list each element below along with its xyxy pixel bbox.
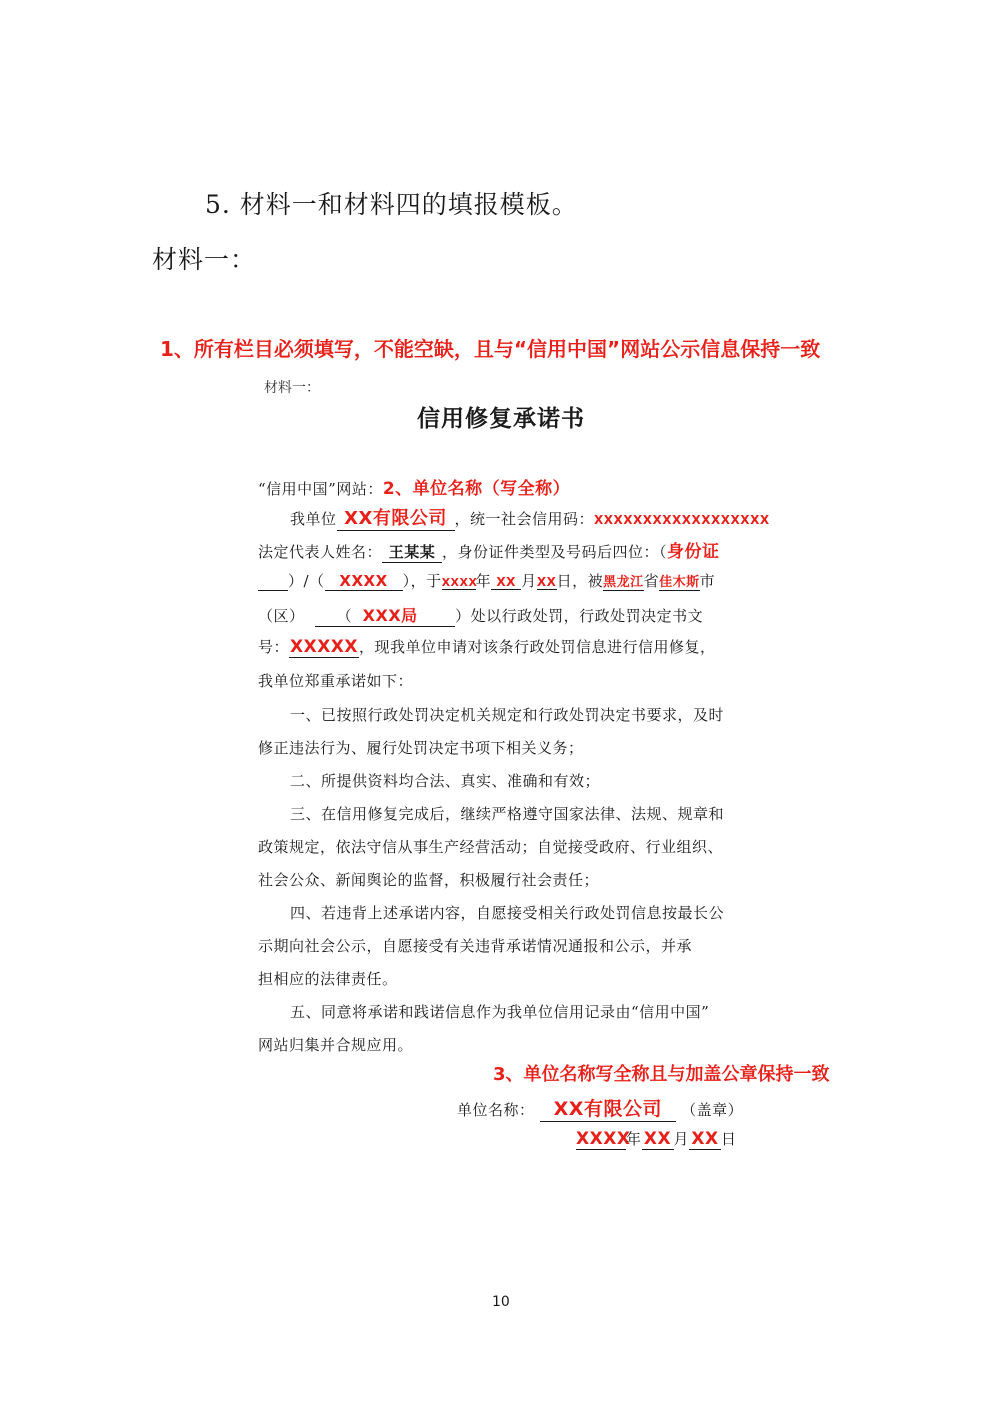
text: ，现我单位申请对该条行政处罚信息进行信用修复， xyxy=(359,638,716,656)
text: 我单位 xyxy=(290,510,337,528)
line-1 xyxy=(290,504,770,531)
para-2: 二、所提供资料均合法、真实、准确和有效； xyxy=(290,772,601,790)
text: 法定代表人姓名： xyxy=(258,543,383,561)
sign-day: XX xyxy=(689,1129,721,1150)
page-number: 10 xyxy=(492,1294,510,1310)
sign-month: XX xyxy=(642,1129,674,1150)
text: 年 xyxy=(626,1130,642,1148)
text: ），于 xyxy=(402,572,442,590)
para-4b: 示期向社会公示，自愿接受有关违背承诺情况通报和公示，并承 xyxy=(258,937,693,955)
id-last4-field: XXXX xyxy=(325,572,403,591)
unit-name-field: XX有限公司 xyxy=(337,504,455,531)
note-2: 2、单位名称（写全称） xyxy=(382,479,571,499)
penalty-month: XX xyxy=(491,575,521,590)
material-small-label: 材料一： xyxy=(264,380,320,396)
credit-code-field: XXXXXXXXXXXXXXXXXX xyxy=(594,513,770,527)
doc-number-field: XXXXX xyxy=(289,637,359,657)
penalty-day: XX xyxy=(536,575,557,589)
text: 日，被 xyxy=(556,572,604,590)
para-4a: 四、若违背上述承诺内容，自愿接受相关行政处罚信息按最长公 xyxy=(290,904,725,922)
para-1b: 修正违法行为、履行处罚决定书项下相关义务； xyxy=(258,739,584,757)
para-5a: 五、同意将承诺和践诺信息作为我单位信用记录由“信用中国” xyxy=(290,1003,710,1021)
city-field: 佳木斯 xyxy=(659,571,700,591)
province-field: 黑龙江 xyxy=(603,571,644,591)
document-title: 信用修复承诺书 xyxy=(417,405,585,432)
text: 省 xyxy=(643,572,660,590)
line-4 xyxy=(258,603,703,627)
id-type-field: 身份证 xyxy=(667,542,720,562)
text: 月 xyxy=(521,572,537,590)
text: （区） xyxy=(258,607,305,625)
date-line xyxy=(576,1128,737,1150)
text: 日 xyxy=(721,1130,737,1148)
material-label: 材料一： xyxy=(152,245,257,274)
text: ，统一社会信用码： xyxy=(454,510,595,528)
line-3 xyxy=(258,570,715,591)
para-4c: 担相应的法律责任。 xyxy=(258,970,398,988)
addressee-line xyxy=(258,474,570,499)
text: 市 xyxy=(699,572,716,590)
signature-unit-name: XX有限公司 xyxy=(540,1094,676,1122)
text: ）/（ xyxy=(288,572,325,590)
text: （ xyxy=(336,607,353,625)
addressee: “信用中国”网站： xyxy=(258,480,383,498)
bureau-field: XXX局 xyxy=(362,606,418,625)
signature-line xyxy=(457,1094,743,1122)
note-1: 1、所有栏目必须填写，不能空缺，且与“信用中国”网站公示信息保持一致 xyxy=(160,337,821,361)
text: 年 xyxy=(475,572,492,590)
para-1a: 一、已按照行政处罚决定机关规定和行政处罚决定书要求，及时 xyxy=(290,706,725,724)
note-3: 3、单位名称写全称且与加盖公章保持一致 xyxy=(493,1064,830,1085)
rep-name-field: 王某某 xyxy=(382,541,442,563)
text: 月 xyxy=(673,1130,690,1148)
line-5 xyxy=(258,636,716,658)
line-2 xyxy=(258,537,720,563)
penalty-year: XXXX xyxy=(441,576,478,589)
text: ）处以行政处罚，行政处罚决定书文 xyxy=(455,607,704,625)
para-3a: 三、在信用修复完成后，继续严格遵守国家法律、法规、规章和 xyxy=(290,805,725,823)
text: （盖章） xyxy=(681,1101,744,1119)
text: 单位名称： xyxy=(457,1101,535,1119)
sign-year: XXXX xyxy=(576,1129,631,1149)
para-3c: 社会公众、新闻舆论的监督，积极履行社会责任； xyxy=(258,871,600,889)
line-6: 我单位郑重承诺如下： xyxy=(258,672,414,690)
section-heading: 5. 材料一和材料四的填报模板。 xyxy=(205,190,578,219)
text: ，身份证件类型及号码后四位：（ xyxy=(442,543,668,561)
para-5b: 网站归集并合规应用。 xyxy=(258,1036,414,1054)
para-3b: 政策规定，依法守信从事生产经营活动；自觉接受政府、行业组织、 xyxy=(258,838,724,856)
text: 号： xyxy=(258,638,290,656)
